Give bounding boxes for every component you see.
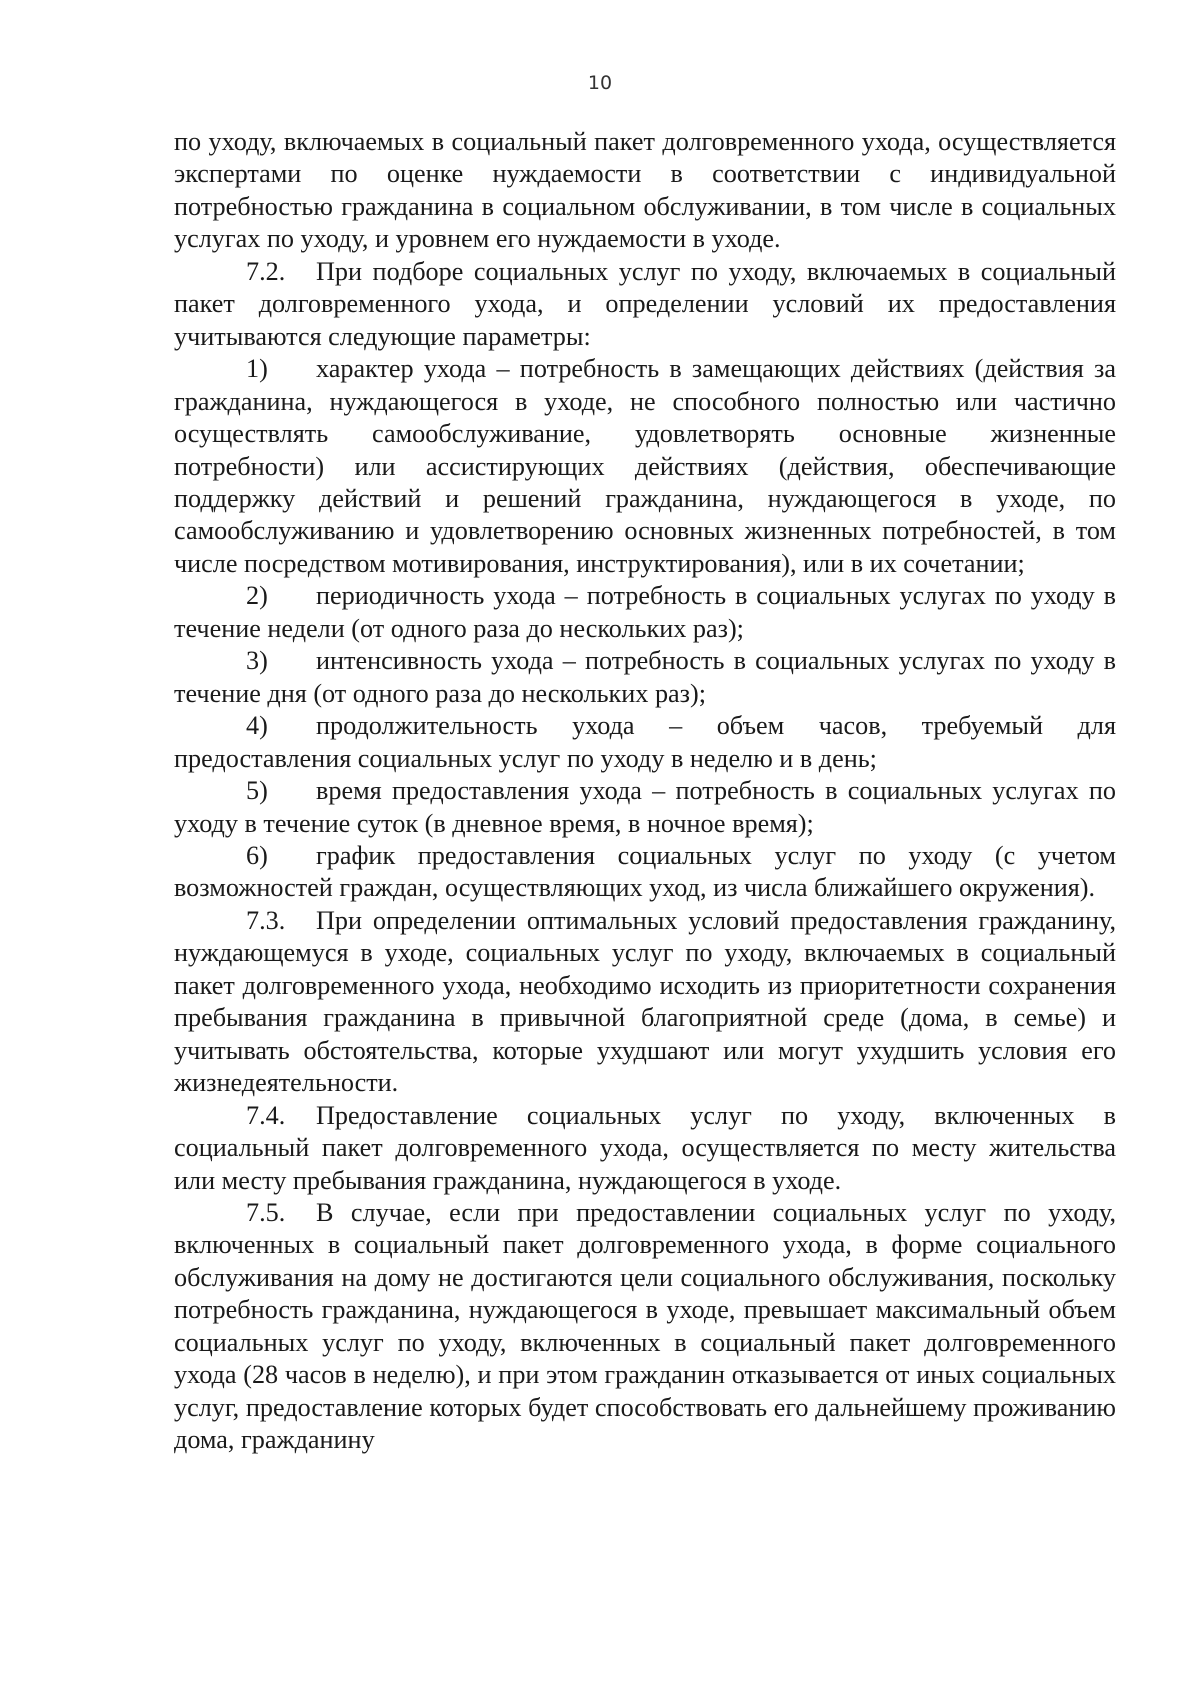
list-item-number: 1) (246, 354, 268, 384)
paragraph-7-4 (174, 1100, 1116, 1197)
document-body (174, 126, 1116, 1457)
list-item-4 (174, 710, 1116, 775)
paragraph-number: 7.2. (246, 256, 286, 286)
list-item-number: 6) (246, 840, 268, 870)
paragraph-number: 7.5. (246, 1197, 286, 1227)
paragraph-continuation (174, 126, 1116, 256)
paragraph-text: При определении оптимальных условий предоставления гражданину, нуждающемуся в уходе, социальных услуг по уходу, включаемых в социальный пакет долговременного ухода, необходимо исходить из приоритетности сохранения пребывания гражданина в привычной благоприятной среде (дома, в семье) и учитывать обстоятельства, которые ухудшают или могут ухудшить условия его жизнедеятельности. (174, 905, 1116, 1098)
paragraph-number: 7.4. (246, 1100, 286, 1130)
page-number: 10 (587, 72, 613, 94)
paragraph-text: по уходу, включаемых в социальный пакет долговременного ухода, осуществляется экспертами по оценке нуждаемости в соответствии с индивидуальной потребностью гражданина в социальном обслуживании, в том числе в социальных услугах по уходу, и уровнем его нуждаемости в уходе. (174, 127, 1116, 254)
list-item-text: время предоставления ухода – потребность в социальных услугах по уходу в течение суток (в дневное время, в ночное время); (174, 776, 1116, 838)
list-item-text: периодичность ухода – потребность в социальных услугах по уходу в течение недели (от одного раза до нескольких раз); (174, 581, 1116, 643)
list-item-5 (174, 775, 1116, 840)
list-item-6 (174, 840, 1116, 905)
paragraph-text: Предоставление социальных услуг по уходу, включенных в социальный пакет долговременного ухода, осуществляется по месту жительства или месту пребывания гражданина, нуждающегося в уходе. (174, 1100, 1116, 1195)
list-item-text: продолжительность ухода – объем часов, требуемый для предоставления социальных услуг по уходу в неделю и в день; (174, 711, 1116, 773)
list-item-number: 2) (246, 581, 268, 611)
list-item-1 (174, 353, 1116, 580)
paragraph-7-5 (174, 1197, 1116, 1457)
paragraph-text: При подборе социальных услуг по уходу, включаемых в социальный пакет долговременного ухода, и определении условий их предоставления учитываются следующие параметры: (174, 256, 1116, 351)
paragraph-7-3 (174, 905, 1116, 1100)
list-item-text: характер ухода – потребность в замещающих действиях (действия за гражданина, нуждающегося в уходе, не способного полностью или частично осуществлять самообслуживание, удовлетворять основные жизненные потребности) или ассистирующих действиях (действия, обеспечивающие поддержку действий и решений гражданина, нуждающегося в уходе, по самообслуживанию и удовлетворению основных жизненных потребностей, в том числе посредством мотивирования, инструктирования), или в их сочетании; (174, 354, 1116, 578)
list-item-text: интенсивность ухода – потребность в социальных услугах по уходу в течение дня (от одного раза до нескольких раз); (174, 646, 1116, 708)
paragraph-7-2 (174, 256, 1116, 353)
list-item-number: 4) (246, 711, 268, 741)
list-item-number: 3) (246, 646, 268, 676)
list-item-number: 5) (246, 776, 268, 806)
list-item-text: график предоставления социальных услуг по уходу (с учетом возможностей граждан, осуществляющих уход, из числа ближайшего окружения). (174, 840, 1116, 903)
list-item-2 (174, 580, 1116, 645)
paragraph-text: В случае, если при предоставлении социальных услуг по уходу, включенных в социальный пакет долговременного ухода, в форме социального обслуживания на дому не достигаются цели социального обслуживания, поскольку потребность гражданина, нуждающегося в уходе, превышает максимальный объем социальных услуг по уходу, включенных в социальный пакет долговременного ухода (28 часов в неделю), и при этом гражданин отказывается от иных социальных услуг, предоставление которых будет способствовать его дальнейшему проживанию дома, гражданину (174, 1197, 1116, 1455)
paragraph-number: 7.3. (246, 905, 286, 935)
list-item-3 (174, 645, 1116, 710)
